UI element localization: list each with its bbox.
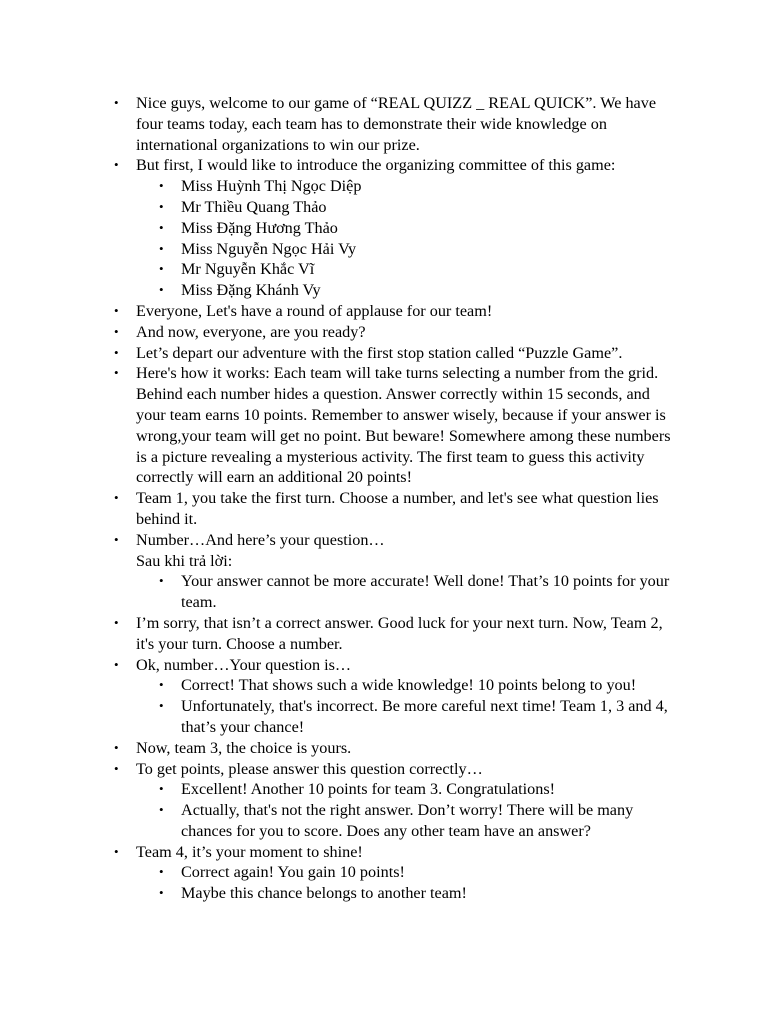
list-item-text: I’m sorry, that isn’t a correct answer. Good luck for your next turn. Now, Team 2, it's your turn. Choose a number. bbox=[136, 613, 663, 653]
list-item-text: Your answer cannot be more accurate! Well done! That’s 10 points for your team. bbox=[181, 572, 670, 612]
list-item-text: Correct! That shows such a wide knowledge! 10 points belong to you! bbox=[181, 676, 637, 695]
bullet-icon: • bbox=[159, 178, 164, 194]
list-item bbox=[0, 655, 676, 676]
list-item-text: Everyone, Let's have a round of applause for our team! bbox=[136, 301, 493, 320]
bullet-icon: • bbox=[114, 344, 119, 360]
list-item-text: But first, I would like to introduce the organizing committee of this game: bbox=[136, 156, 616, 175]
list-item-text: Nice guys, welcome to our game of “REAL QUIZZ _ REAL QUICK”. We have four teams today, each team has to demonstrate their wide knowledge on international organizations to win our prize. bbox=[136, 94, 656, 154]
sub-list-item bbox=[0, 862, 676, 883]
list-item bbox=[0, 488, 676, 530]
bullet-list bbox=[0, 93, 768, 904]
list-item-text: Unfortunately, that's incorrect. Be more careful next time! Team 1, 3 and 4, that’s your chance! bbox=[181, 697, 668, 736]
list-item-text: Miss Đặng Hương Thảo bbox=[181, 218, 338, 237]
document-page bbox=[0, 93, 768, 904]
list-item-text: To get points, please answer this question correctly… bbox=[136, 759, 483, 778]
list-item bbox=[0, 363, 676, 488]
bullet-icon: • bbox=[159, 240, 164, 256]
list-item-text: Now, team 3, the choice is yours. bbox=[136, 738, 352, 757]
bullet-icon: • bbox=[114, 157, 119, 173]
bullet-icon: • bbox=[159, 219, 164, 235]
sub-list-item bbox=[0, 571, 676, 613]
sub-list-item bbox=[0, 883, 676, 904]
bullet-icon: • bbox=[159, 261, 164, 277]
list-item bbox=[0, 842, 676, 863]
list-item-text: Let’s depart our adventure with the first stop station called “Puzzle Game”. bbox=[136, 343, 623, 362]
list-item-text: Team 1, you take the first turn. Choose a number, and let's see what question lies behind it. bbox=[136, 489, 659, 528]
bullet-icon: • bbox=[159, 698, 164, 714]
bullet-icon: • bbox=[114, 302, 119, 318]
bullet-icon: • bbox=[159, 198, 164, 214]
list-item bbox=[0, 155, 676, 176]
sub-list-item bbox=[0, 280, 676, 301]
bullet-icon: • bbox=[114, 490, 119, 506]
bullet-icon: • bbox=[114, 614, 119, 630]
list-item-text: Actually, that's not the right answer. Don’t worry! There will be many chances for you to score. Does any other team have an answer? bbox=[181, 801, 634, 840]
bullet-icon: • bbox=[114, 843, 119, 859]
bullet-icon: • bbox=[159, 573, 164, 589]
bullet-icon: • bbox=[159, 885, 164, 901]
bullet-icon: • bbox=[114, 760, 119, 776]
list-item-text: Ok, number…Your question is… bbox=[136, 655, 352, 674]
list-item-text: Miss Đặng Khánh Vy bbox=[181, 281, 321, 300]
list-item-text: Correct again! You gain 10 points! bbox=[181, 863, 405, 882]
list-item bbox=[0, 93, 676, 155]
list-item bbox=[0, 343, 676, 364]
list-item bbox=[0, 613, 676, 655]
bullet-icon: • bbox=[114, 739, 119, 755]
list-item-text: Maybe this chance belongs to another team! bbox=[181, 884, 467, 903]
bullet-icon: • bbox=[159, 864, 164, 880]
list-item-subtext: Sau khi trả lời: bbox=[136, 551, 233, 570]
list-item bbox=[0, 322, 676, 343]
list-item-text: Number…And here’s your question… bbox=[136, 530, 385, 549]
bullet-icon: • bbox=[159, 282, 164, 298]
list-item-text: Mr Thiều Quang Thảo bbox=[181, 197, 327, 216]
list-item bbox=[0, 530, 676, 572]
sub-list-item bbox=[0, 800, 676, 842]
list-item-text: Mr Nguyễn Khắc Vĩ bbox=[181, 260, 315, 279]
sub-list-item bbox=[0, 696, 676, 738]
list-item-text: Excellent! Another 10 points for team 3. Congratulations! bbox=[181, 780, 556, 799]
list-item-text: Miss Huỳnh Thị Ngọc Diệp bbox=[181, 177, 362, 196]
bullet-icon: • bbox=[114, 365, 119, 381]
bullet-icon: • bbox=[159, 802, 164, 818]
sub-list-item bbox=[0, 675, 676, 696]
sub-list-item bbox=[0, 779, 676, 800]
sub-list-item bbox=[0, 197, 676, 218]
bullet-icon: • bbox=[114, 531, 119, 547]
sub-list-item bbox=[0, 218, 676, 239]
list-item-text: Team 4, it’s your moment to shine! bbox=[136, 842, 363, 861]
list-item bbox=[0, 738, 676, 759]
sub-list-item bbox=[0, 239, 676, 260]
list-item-text: And now, everyone, are you ready? bbox=[136, 322, 366, 341]
bullet-icon: • bbox=[159, 677, 164, 693]
list-item bbox=[0, 759, 676, 780]
list-item bbox=[0, 301, 676, 322]
bullet-icon: • bbox=[114, 95, 119, 110]
list-item-text: Miss Nguyễn Ngọc Hải Vy bbox=[181, 239, 357, 258]
bullet-icon: • bbox=[114, 323, 119, 339]
sub-list-item bbox=[0, 259, 676, 280]
sub-list-item bbox=[0, 176, 676, 197]
bullet-icon: • bbox=[159, 781, 164, 797]
list-item-text: Here's how it works: Each team will take turns selecting a number from the grid. Behind each number hides a question. Answer correctly within 15 seconds, and your team earns 10 points. Remember to answer wisely, because if your answer is wrong,your team will get no point. But beware! Somewhere among these numbers is a picture revealing a mysterious activity. The first team to guess this activity correctly will earn an additional 20 points! bbox=[136, 364, 671, 487]
bullet-icon: • bbox=[114, 656, 119, 672]
